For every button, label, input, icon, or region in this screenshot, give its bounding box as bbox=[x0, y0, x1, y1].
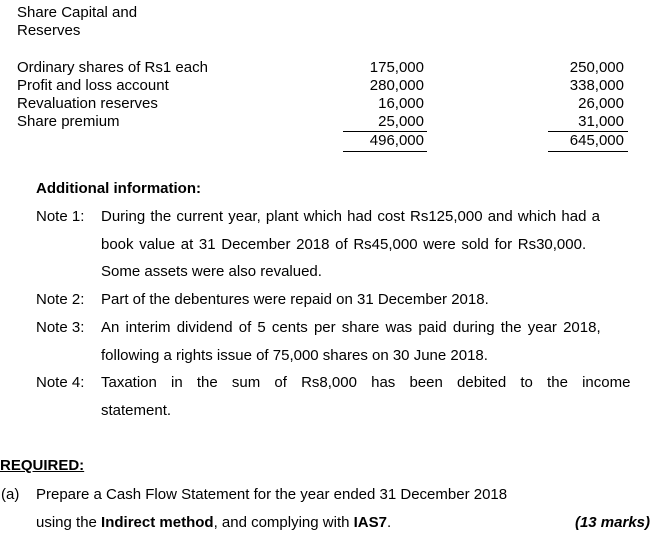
row-value-col2: 31,000 bbox=[578, 113, 624, 130]
required-line-2 bbox=[36, 514, 391, 531]
row-label-revaluation: Revaluation reserves bbox=[17, 95, 158, 112]
indirect-method-text: Indirect method bbox=[101, 514, 214, 531]
required-line-2-mid: , and complying with bbox=[213, 514, 354, 531]
note-1-line-3: Some assets were also revalued. bbox=[101, 263, 322, 280]
note-4-label: Note 4: bbox=[36, 374, 85, 391]
note-4-line-2: statement. bbox=[101, 402, 172, 419]
required-line-1: Prepare a Cash Flow Statement for the year ended 31 December 2018 bbox=[36, 486, 508, 503]
row-value-col1: 25,000 bbox=[378, 113, 424, 130]
row-value-col2: 338,000 bbox=[569, 77, 624, 94]
row-value-col1: 175,000 bbox=[369, 59, 424, 76]
required-title: REQUIRED: bbox=[0, 457, 85, 474]
row-value-col2: 26,000 bbox=[578, 95, 624, 112]
section-heading-line-2: Reserves bbox=[17, 22, 81, 39]
note-1-label: Note 1: bbox=[36, 208, 85, 225]
note-2-label: Note 2: bbox=[36, 291, 85, 308]
required-line-2-prefix: using the bbox=[36, 514, 102, 531]
required-part-label: (a) bbox=[1, 486, 20, 503]
note-3-line-1: An interim dividend of 5 cents per share was paid during the year 2018, bbox=[101, 319, 601, 336]
note-2-line-1: Part of the debentures were repaid on 31 December 2018. bbox=[101, 291, 489, 308]
required-line-2-suffix: . bbox=[387, 514, 392, 531]
note-3-label: Note 3: bbox=[36, 319, 85, 336]
total-value-col1: 496,000 bbox=[369, 132, 424, 149]
marks-label: (13 marks) bbox=[574, 514, 650, 531]
row-value-col1: 280,000 bbox=[369, 77, 424, 94]
ias7-text: IAS7 bbox=[353, 514, 387, 531]
total-rule-col1 bbox=[343, 151, 427, 152]
note-1-line-2: book value at 31 December 2018 of Rs45,000 were sold for Rs30,000. bbox=[101, 236, 587, 253]
section-heading-line-1: Share Capital and bbox=[17, 4, 138, 21]
row-value-col2: 250,000 bbox=[569, 59, 624, 76]
note-4-line-1: Taxation in the sum of Rs8,000 has been debited to the income bbox=[101, 374, 631, 391]
row-label-ordinary-shares: Ordinary shares of Rs1 each bbox=[17, 59, 208, 76]
note-3-line-2: following a rights issue of 75,000 shares on 30 June 2018. bbox=[101, 347, 488, 364]
total-value-col2: 645,000 bbox=[569, 132, 624, 149]
row-label-profit-loss: Profit and loss account bbox=[17, 77, 169, 94]
row-value-col1: 16,000 bbox=[378, 95, 424, 112]
total-rule-col2 bbox=[548, 151, 628, 152]
note-1-line-1: During the current year, plant which had cost Rs125,000 and which had a bbox=[101, 208, 600, 225]
row-label-share-premium: Share premium bbox=[17, 113, 120, 130]
additional-info-title: Additional information: bbox=[36, 180, 201, 197]
